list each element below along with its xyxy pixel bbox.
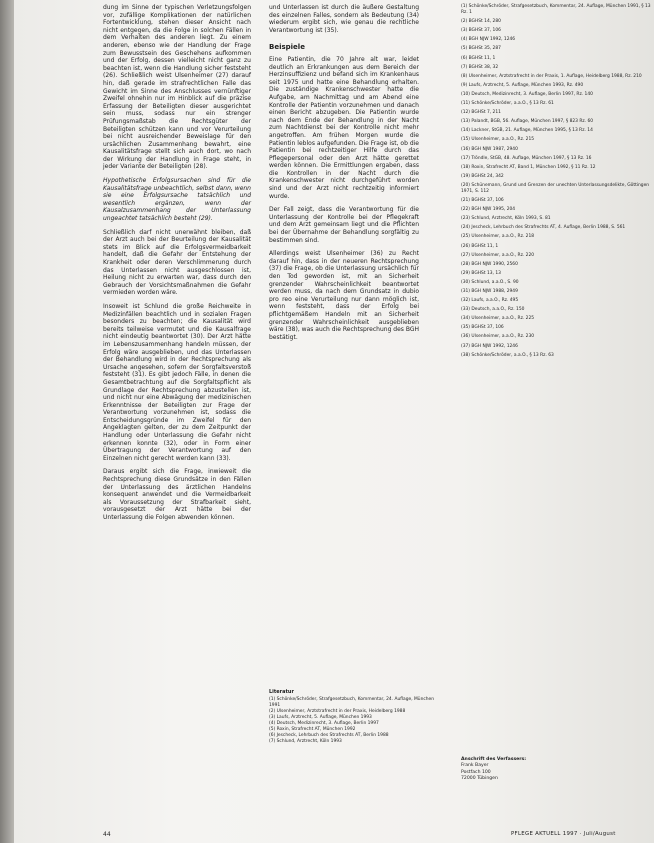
literature-item: (5) Roxin, Strafrecht AT, München 1992 [269, 727, 356, 732]
footnote: (4) BGH NJW 1992, 1246 [461, 37, 516, 43]
footnote: (12) BGHSt 7, 211 [461, 110, 501, 116]
author-address [461, 757, 581, 783]
footnote: (22) BGH NJW 1995, 204 [461, 207, 516, 213]
footnote: (33) Deutsch, a.a.O., Rz. 150 [461, 307, 525, 313]
footnote: (2) BGHSt 14, 280 [461, 19, 501, 25]
footnote: (31) BGH NJW 1988, 2949 [461, 289, 518, 294]
paragraph: Insoweit ist Schlund die große Reichweite in Medizinfällen beachtlich und in sozialen Fragen besonders zu beachten; die Kausalität wird bereits teilweise vermutet und die Kausalfrage nicht eindeutig beantwortet (30). Der Arzt hätte im Lebenszusammenhang handeln müssen, der Erfolg wäre ausgeblieben, und das Unterlassen der Behandlung wird in der Rechtsprechung als Ursache angesehen, sofern der Sorgfaltsverstoß feststeht (31). Es gibt jedoch Fälle, in denen die Gesamtbetrachtung auf die Sorgfaltspflicht als Grundlage der Rechtsprechung abzustellen ist, und nicht nur eine Abwägung der medizinischen Erkenntnisse der Beteiligten zur Frage der Verantwortung vorzunehmen ist, sodass die Entscheidungsgründe im Zweifel für den Angeklagten gelten, der zu dem Zeitpunkt der Handlung oder Unterlassung die Gefahr nicht erkennen konnte (32), oder in Form einer Übertragung der Verantwortung auf den Einzelnen nicht gerecht werden kann (33). [103, 302, 251, 462]
footnote: (10) Deutsch, Medizinrecht, 3. Auflage, Berlin 1997, Rz. 140 [461, 91, 593, 97]
footnote: (1) Schönke/Schröder, Strafgesetzbuch, Kommentar, 24. Auflage, München 1991, § 13 Rz. 1 [461, 4, 651, 16]
text-column-middle [269, 4, 419, 347]
address-line: 72000 Tübingen [461, 776, 498, 782]
section-heading: Beispiele [269, 43, 305, 52]
journal-page [14, 0, 654, 843]
footnote: (34) Ulsenheimer, a.a.O., Rz. 225 [461, 316, 535, 322]
journal-footer: PFLEGE AKTUELL 1997 · Juli/August [511, 831, 616, 837]
paragraph: und Unterlassen ist durch die äußere Gestaltung des einzelnen Falles, sondern als Bedeutung (34) wiederum ergibt sich, wie genau die rechtliche Verantwortung ist (35). [269, 4, 419, 34]
italic-quote: Hypothetische Erfolgsursachen sind für die Kausalitätsfrage unbeachtlich, selbst dann, wenn sie eine Erfolgsursache tatsächlich und wesentlich ergänzen, wenn der Kausalzusammenhang der Unterlassung ungeachtet tatsächlich besteht (29). [103, 177, 251, 223]
footnote: (7) BGHSt 38, 32 [461, 64, 499, 70]
footnote: (21) BGHSt 37, 106 [461, 198, 504, 204]
paragraph: Allerdings weist Ulsenheimer (36) zu Recht darauf hin, dass in der neueren Rechtsprechung (37) die Frage, ob die Unterlassung ursächlich für den Tod geworden ist, mit an Sicherheit grenzender Wahrscheinlichkeit beantwortet werden muss, da nach dem Grundsatz in dubio pro reo eine Verurteilung nur dann möglich ist, wenn feststeht, dass der Erfolg bei pflichtgemäßem Handeln mit an Sicherheit grenzender Wahrscheinlichkeit ausgeblieben wäre (38), was auch die Rechtsprechung des BGH bestätigt. [269, 250, 419, 341]
paragraph: Schließlich darf nicht unerwähnt bleiben, daß der Arzt auch bei der Beurteilung der Kausalität stets im Blick auf die Erfolgsvermeidbarkeit handelt, daß die Gefahr der Entstehung der Krankheit oder deren Verschlimmerung durch das Unterlassen nicht ausgeschlossen ist, Heilung nicht zu erwarten war, dass durch den Gebrauch der Vorsichtsmaßnahmen die Gefahr vermieden worden wäre. [103, 228, 251, 297]
footnote: (23) Schlund, Arztrecht, Köln 1993, S. 81 [461, 216, 551, 222]
address-line: Frank Bayer [461, 763, 489, 769]
footnote: (30) Schlund, a.a.O., S. 90 [461, 279, 519, 285]
literature-item: (4) Deutsch, Medizinrecht, 3. Auflage, Berlin 1997 [269, 721, 379, 726]
paragraph: dung im Sinne der typischen Verletzungsfolgen vor, zufällige Komplikationen der natürlichen Fortentwicklung, stehen dieser Ansicht nach nicht entgegen, da die Folge in solchen Fällen in dem Verhalten des anderen liegt. Zu einem anderen, ebenso wie der Handlung der Frage zum Bewusstsein des Geschehens aufkommen und der Erfolg, dessen vielleicht nicht ganz zu beachten ist, wenn die Handlung sicher feststeht (26). Schließlich weist Ulsenheimer (27) darauf hin, daß gerade im strafrechtlichen Falle das Gewicht im Sinne des Anschlusses vernünftiger Zweifel ohnehin nur im Hinblick auf die präzise Erfassung der Beteiligten dieser ausgerichtet sein muss, sodass nur ein strenger Prüfungsmaßstab die Rechtsgüter der Beteiligten schützen kann und vor Verurteilung bei nicht ausreichender Beweislage für den ursächlichen Zusammenhang bewahrt, eine Kausalitätsfrage stellt sich auch dort, wo nach der Wirkung der Handlung in Frage steht, in jeder Variante der Beteiligten (28). [103, 4, 251, 171]
footnote: (38) Schönke/Schröder, a.a.O., § 13 Rz. 63 [461, 352, 554, 358]
footnote: (29) BGHSt 13, 13 [461, 270, 501, 276]
binding-shadow [0, 0, 14, 843]
footnote: (17) Tröndle, StGB, 48. Auflage, München 1997, § 13 Rz. 16 [461, 155, 592, 161]
paragraph: Daraus ergibt sich die Frage, inwieweit die Rechtsprechung diese Grundsätze in den Fällen der Unterlassung des ärztlichen Handelns konsequent anwendet und die Vermeidbarkeit als Voraussetzung der Strafbarkeit sieht, vorausgesetzt der Arzt hätte bei der Unterlassung die Folgen abwenden können. [103, 468, 251, 521]
footnote: (28) BGH NJW 1990, 2560 [461, 261, 518, 267]
footnote: (14) Lackner, StGB, 21. Auflage, München 1995, § 13 Rz. 14 [461, 128, 593, 134]
address-heading: Anschrift des Verfassers: [461, 757, 527, 762]
footnote: (18) Roxin, Strafrecht AT, Band 1, München 1992, § 11 Rz. 12 [461, 164, 596, 170]
footnote: (20) Schünemann, Grund und Grenzen der unechten Unterlassungsdelikte, Göttingen 1971, S. 112 [461, 182, 650, 194]
literature-item: (6) Jescheck, Lehrbuch des Strafrechts AT, Berlin 1988 [269, 733, 389, 738]
literature-block [269, 689, 439, 745]
footnote: (25) Ulsenheimer, a.a.O., Rz. 218 [461, 234, 535, 240]
paragraph: Der Fall zeigt, dass die Verantwortung für die Unterlassung der Kontrolle bei der Pflegekraft und dem Arzt gemeinsam liegt und die Pflichten bei der Übernahme der Behandlung sorgfältig zu bestimmen sind. [269, 206, 419, 244]
literature-item: (7) Schlund, Arztrecht, Köln 1993 [269, 739, 342, 744]
address-line: Postfach 100 [461, 769, 491, 775]
footnote: (24) Jescheck, Lehrbuch des Strafrechts AT, 4. Auflage, Berlin 1988, S. 561 [461, 225, 626, 231]
footnote: (35) BGHSt 37, 106 [461, 325, 504, 331]
footnote: (36) Ulsenheimer, a.a.O., Rz. 230 [461, 334, 535, 340]
footnote: (16) BGH NJW 1987, 2940 [461, 146, 518, 152]
literature-item: (1) Schönke/Schröder, Strafgesetzbuch, Kommentar, 24. Auflage, München 1991 [269, 697, 435, 708]
page-number: 44 [103, 831, 111, 838]
literature-item: (2) Ulsenheimer, Arztstrafrecht in der Praxis, Heidelberg 1988 [269, 709, 406, 714]
footnote: (26) BGHSt 11, 1 [461, 243, 499, 249]
literature-heading: Literatur [269, 689, 294, 695]
footnote: (27) Ulsenheimer, a.a.O., Rz. 220 [461, 252, 535, 258]
footnote: (5) BGHSt 35, 287 [461, 46, 501, 52]
footnote: (15) Ulsenheimer, a.a.O., Rz. 215 [461, 137, 535, 143]
footnote: (13) Palandt, BGB, 56. Auflage, München 1997, § 823 Rz. 60 [461, 119, 594, 125]
footnote: (32) Laufs, a.a.O., Rz. 495 [461, 298, 519, 304]
footnote: (19) BGHSt 24, 342 [461, 173, 504, 179]
paragraph: Eine Patientin, die 70 Jahre alt war, leidet deutlich an Erkrankungen aus dem Bereich der Herzinsuffizienz und befand sich im Krankenhaus seit 1975 und hatte eine Behandlung erhalten. Die zuständige Krankenschwester hatte die Aufgabe, am Nachmittag und am Abend eine Kontrolle der Patientin vorzunehmen und danach einen Bericht abzugeben. Die Patientin wurde nach dem Ende der Behandlung in der Nacht zum Nachtdienst bei der Kontrolle nicht mehr angetroffen. Am frühen Morgen wurde die Patientin leblos aufgefunden. Die Frage ist, ob die Patientin bei rechtzeitiger Hilfe durch das Pflegepersonal oder den Arzt hätte gerettet werden können. Die Ermittlungen ergaben, dass die Kontrollen in der Nacht durch die Krankenschwester nicht durchgeführt worden sind und der Arzt nicht rechtzeitig informiert wurde. [269, 55, 419, 200]
footnotes-column [461, 4, 651, 362]
footnote: (3) BGHSt 37, 106 [461, 28, 501, 34]
literature-item: (3) Laufs, Arztrecht, 5. Auflage, München 1993 [269, 715, 372, 720]
footnote: (9) Laufs, Arztrecht, 5. Auflage, München 1993, Rz. 490 [461, 82, 584, 88]
footnote: (37) BGH NJW 1992, 1246 [461, 343, 518, 349]
text-column-left [103, 4, 251, 528]
footnote: (6) BGHSt 11, 1 [461, 55, 496, 61]
footnote: (8) Ulsenheimer, Arztstrafrecht in der Praxis, 1. Auflage, Heidelberg 1988, Rz. 210 [461, 73, 642, 79]
footnote: (11) Schönke/Schröder, a.a.O., § 13 Rz. 61 [461, 101, 554, 107]
